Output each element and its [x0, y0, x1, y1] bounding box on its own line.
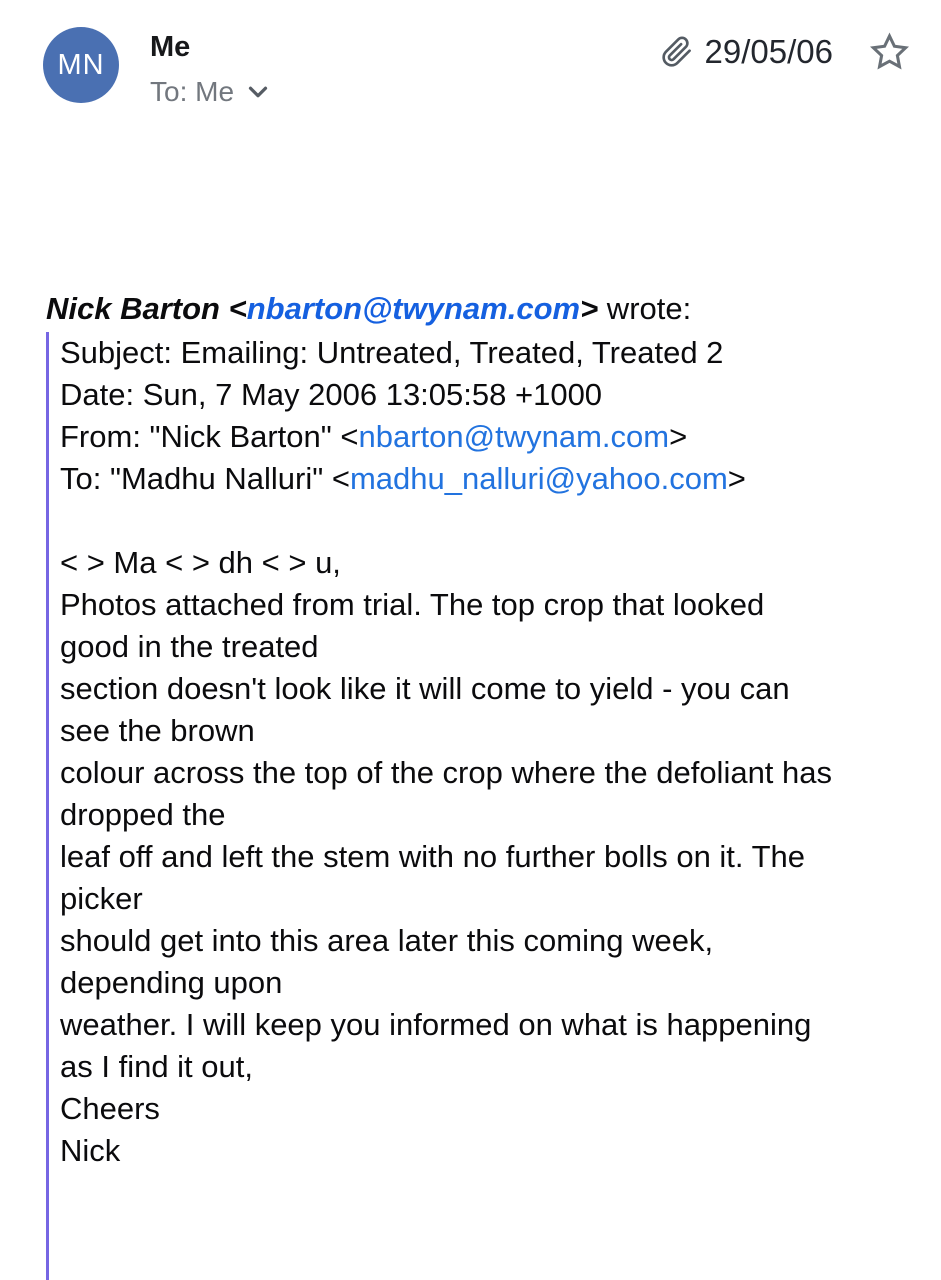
message-date: 29/05/06: [704, 33, 833, 70]
quoted-line: [60, 374, 941, 416]
email-link[interactable]: nbarton@twynam.com: [246, 291, 581, 326]
quoted-line: [60, 962, 941, 1004]
quoted-line: [60, 584, 941, 626]
quoted-line: [60, 542, 941, 584]
quoted-line: [60, 332, 941, 374]
text-segment: Nick Barton <: [46, 291, 247, 326]
text-segment: colour across the top of the crop where the defoliant has: [60, 755, 833, 790]
text-segment: weather. I will keep you informed on what is happening: [60, 1007, 812, 1042]
recipient-row: [150, 76, 273, 108]
quoted-line: [60, 1004, 941, 1046]
text-segment: picker: [60, 881, 143, 916]
quoted-line: [60, 1130, 941, 1172]
sender-name: Me: [150, 31, 191, 63]
avatar[interactable]: [43, 27, 119, 103]
quoted-line: [60, 920, 941, 962]
text-segment: good in the treated: [60, 629, 319, 664]
quoted-line: [60, 752, 941, 794]
text-segment: Cheers: [60, 1091, 160, 1126]
quoted-line: [60, 668, 941, 710]
email-link[interactable]: madhu_nalluri@yahoo.com: [349, 461, 728, 496]
text-segment: >: [580, 291, 599, 326]
quoted-line: [60, 836, 941, 878]
text-segment: depending upon: [60, 965, 283, 1000]
text-segment: < > Ma < > dh < > u,: [60, 545, 341, 580]
wrote-line: [46, 288, 935, 330]
quoted-line: [60, 458, 941, 500]
text-segment: dropped the: [60, 797, 226, 832]
text-segment: section doesn't look like it will come to yield - you can: [60, 671, 790, 706]
text-segment: From: "Nick Barton" <: [60, 419, 359, 454]
quoted-line: [60, 1046, 941, 1088]
text-segment: Nick: [60, 1133, 121, 1168]
paperclip-icon: [661, 36, 693, 68]
text-segment: wrote:: [598, 291, 692, 326]
avatar-initials: MN: [57, 48, 105, 81]
quoted-message-block: [46, 332, 941, 1280]
quoted-line: [60, 794, 941, 836]
quoted-line: [60, 1088, 941, 1130]
text-segment: To: "Madhu Nalluri" <: [60, 461, 350, 496]
star-icon[interactable]: [867, 31, 912, 74]
text-segment: >: [727, 461, 746, 496]
text-segment: Photos attached from trial. The top crop that looked: [60, 587, 765, 622]
to-line-label: To: Me: [150, 76, 235, 107]
email-link[interactable]: nbarton@twynam.com: [358, 419, 670, 454]
quoted-line: [60, 416, 941, 458]
quoted-line: [60, 626, 941, 668]
quoted-line: [60, 710, 941, 752]
quoted-line: [60, 500, 941, 542]
message-header: [0, 0, 941, 130]
text-segment: Date: Sun, 7 May 2006 13:05:58 +1000: [60, 377, 603, 412]
text-segment: leaf off and left the stem with no further bolls on it. The: [60, 839, 805, 874]
header-meta: [661, 30, 912, 74]
text-segment: >: [669, 419, 688, 454]
text-segment: should get into this area later this coming week,: [60, 923, 714, 958]
text-segment: as I find it out,: [60, 1049, 253, 1084]
quoted-line: [60, 878, 941, 920]
text-segment: Subject: Emailing: Untreated, Treated, Treated 2: [60, 335, 724, 370]
text-segment: see the brown: [60, 713, 255, 748]
chevron-down-icon[interactable]: [243, 77, 273, 107]
